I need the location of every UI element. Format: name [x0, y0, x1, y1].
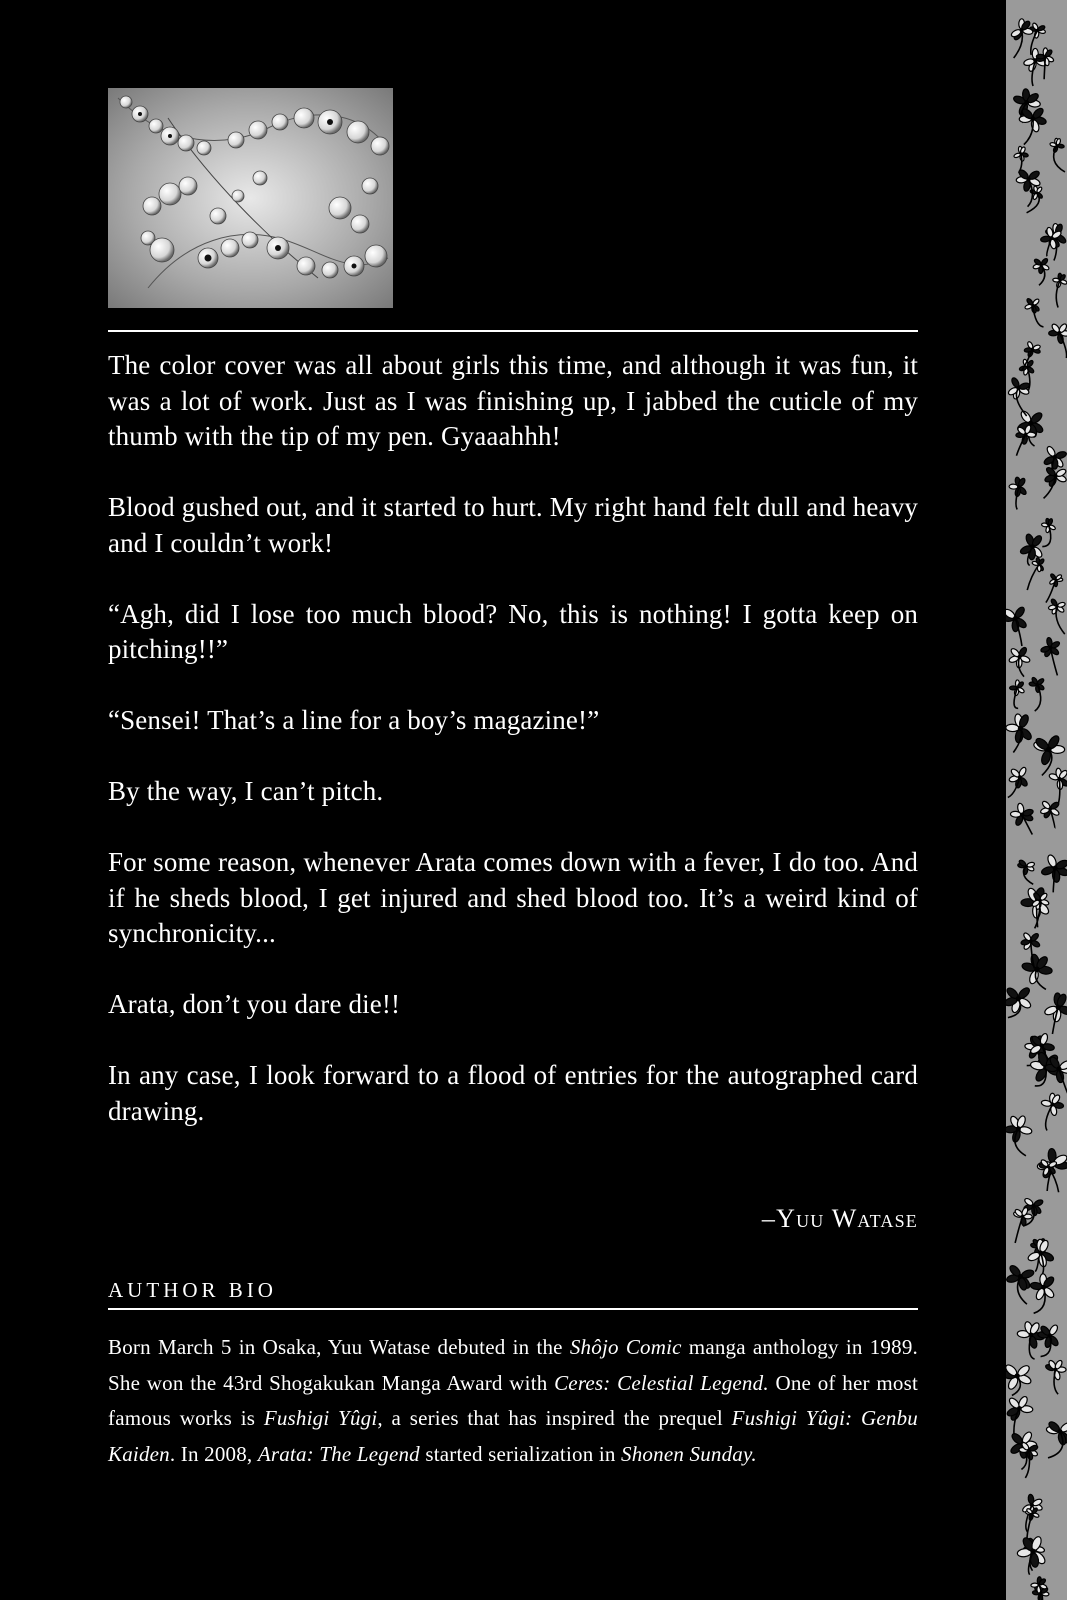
flower-icon — [1006, 1363, 1032, 1395]
floral-pattern-icon — [1006, 0, 1067, 1600]
flower-icon — [1027, 557, 1045, 590]
bio-title-arata: Arata: The Legend — [257, 1441, 420, 1466]
flower-icon — [1006, 986, 1032, 1018]
message-paragraph: Arata, don’t you dare die!! — [108, 989, 401, 1019]
flower-icon — [1040, 800, 1060, 828]
floral-pattern-border — [1006, 0, 1067, 1600]
flower-icon — [1024, 298, 1043, 327]
flower-icon — [1010, 19, 1033, 58]
flower-icon — [1053, 273, 1067, 307]
bio-title-ceres: Ceres: Celestial Legend. — [554, 1370, 769, 1395]
flower-icon — [1017, 859, 1035, 884]
flower-icon — [1041, 1093, 1064, 1130]
message-paragraph: Blood gushed out, and it started to hurt. My right hand felt dull and heavy and I couldn’t work! — [108, 492, 918, 558]
flower-icon — [1041, 854, 1067, 893]
author-bio-text — [108, 1330, 918, 1472]
flower-icon — [1007, 377, 1030, 416]
flower-icon — [1033, 258, 1050, 286]
cover-image — [108, 88, 393, 308]
message-paragraph: The color cover was all about girls this time, and although it was fun, it was a lot of work. Just as I was finishing up, I jabbed the cuticle of my thumb with the tip of my pen. Gyaaahhh! — [108, 350, 918, 451]
flower-icon — [1040, 637, 1060, 675]
bio-title-shonen-sunday: Shonen Sunday. — [621, 1441, 757, 1466]
flower-icon — [1021, 954, 1052, 990]
author-signature: –Yuu Watase — [761, 1204, 918, 1233]
flower-icon — [1008, 646, 1030, 676]
flower-icon — [1013, 146, 1028, 173]
flower-icon — [1006, 713, 1033, 752]
bio-title-fushigi-yugi: Fushigi Yûgi — [263, 1406, 378, 1430]
flower-icon — [1048, 768, 1067, 806]
flower-icon — [1008, 766, 1029, 797]
flower-icon — [1010, 803, 1034, 835]
flower-icon — [1009, 680, 1025, 708]
message-paragraph: By the way, I can’t pitch. — [108, 776, 384, 806]
flower-icon — [1046, 573, 1063, 602]
message-paragraph: “Agh, did I lose too much blood? No, this is nothing! I gotta keep on pitching!!” — [108, 598, 918, 664]
bio-segment: Born March 5 in Osaka, Yuu Watase debuted in the — [108, 1335, 570, 1359]
bio-segment: . In 2008, — [169, 1441, 258, 1466]
flower-icon — [1041, 518, 1056, 547]
message-paragraph: In any case, I look forward to a flood of entries for the autographed card drawing. — [108, 1060, 918, 1126]
flower-icon — [1045, 1359, 1066, 1394]
flower-icon — [1013, 1207, 1032, 1243]
message-paragraph: “Sensei! That’s a line for a boy’s magazine!” — [108, 705, 600, 735]
message-paragraph: For some reason, whenever Arata comes down with a fever, I do too. And if he sheds blood, I get injured and shed blood too. It’s a weird kind of synchronicity... — [108, 847, 918, 948]
flower-icon — [1048, 598, 1066, 634]
flower-icon — [1019, 107, 1047, 145]
author-bio-heading: AUTHOR BIO — [108, 1278, 277, 1302]
flower-icon — [1006, 1395, 1033, 1436]
flower-icon — [1006, 1115, 1032, 1156]
bio-title-shojo-comic: Shôjo Comic — [569, 1335, 682, 1359]
flower-icon — [1030, 1274, 1056, 1314]
bio-segment: , a series that has inspired the prequel — [377, 1406, 732, 1430]
top-divider — [108, 330, 918, 332]
beaded-necklace-illustration — [108, 88, 393, 308]
flower-icon — [1017, 1321, 1045, 1359]
message-body — [108, 348, 918, 1165]
flower-icon — [1044, 993, 1067, 1034]
flower-icon — [1046, 1420, 1067, 1458]
flower-icon — [1029, 677, 1045, 712]
bio-title-genbu-kaiden: Fushigi Yûgi: Genbu Kaiden — [108, 1406, 918, 1466]
bio-divider — [108, 1308, 918, 1310]
flower-icon — [1044, 466, 1067, 498]
flower-icon — [1006, 606, 1028, 646]
flower-icon — [1050, 138, 1065, 172]
bio-segment: One of her most famous works is — [108, 1370, 918, 1430]
flower-icon — [1025, 1507, 1039, 1541]
flower-icon — [1009, 477, 1027, 510]
flower-icon — [1049, 323, 1067, 358]
bio-segment: manga anthology in 1989. She won the 43rd Shogakukan Manga Award with — [108, 1335, 918, 1395]
bio-segment: started serialization in — [419, 1441, 622, 1466]
